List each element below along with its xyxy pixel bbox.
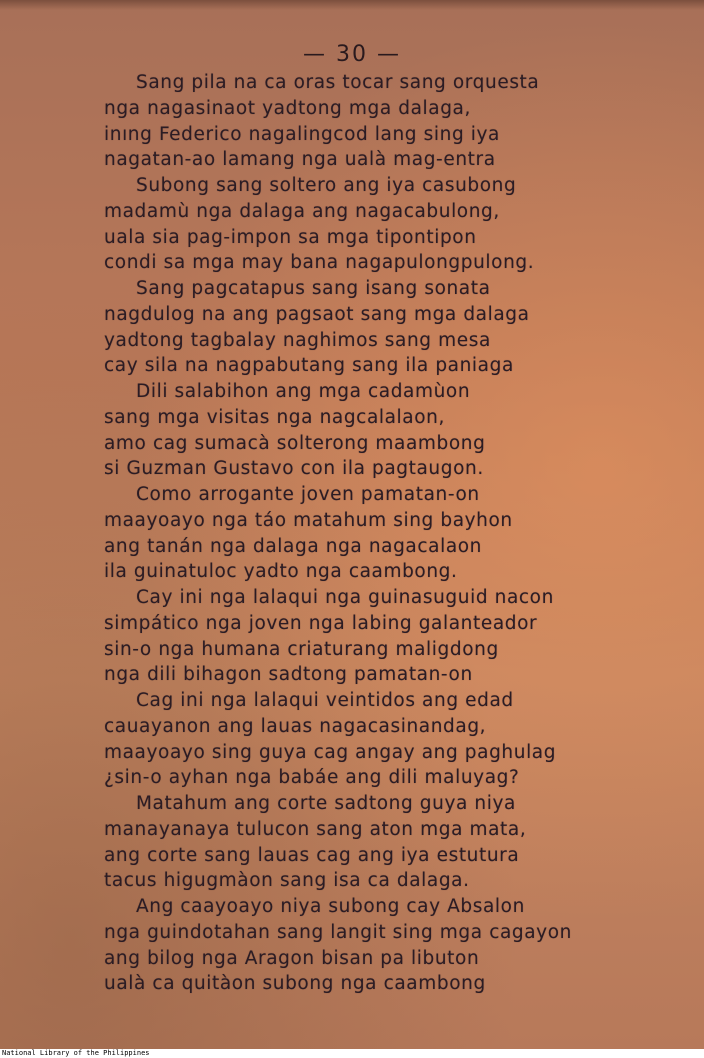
text-line: Como arrogante joven pamatan-on [136,484,480,505]
page-number: — 30 — [303,42,401,67]
text-line: condi sa mga may bana nagapulongpulong. [104,252,535,274]
text-line: nga dili bihagon sadtong pamatan-on [104,664,473,686]
text-line: maayoayo nga táo matahum sing bayhon [104,509,513,531]
page-edge-shadow [0,0,704,10]
text-line: Matahum ang corte sadtong guya niya [136,793,516,814]
text-line: Cay ini nga lalaqui nga guinasuguid nacon [136,587,554,608]
text-line: Dili salabihon ang mga cadamùon [136,381,471,402]
text-line: maayoayo sing guya cag angay ang paghulag [104,741,557,763]
text-line: cay sila na nagpabutang sang ila paniaga [104,355,514,377]
text-line: sin-o nga humana criaturang maligdong [104,638,499,660]
text-line: simpático nga joven nga labing galanteador [104,612,538,634]
text-line: ila guinatuloc yadto nga caambong. [104,561,458,583]
text-line: sang mga visitas nga nagcalalaon, [104,406,445,428]
text-line: madamù nga dalaga ang nagacabulong, [104,200,500,222]
text-line: ang bilog nga Aragon bisan pa libuton [104,947,480,969]
text-line: nagdulog na ang pagsaot sang mga dalaga [104,303,530,325]
text-line: amo cag sumacà solterong maambong [104,432,486,454]
text-line: Ang caayoayo niya subong cay Absalon [136,896,525,917]
text-line: uala sia pag-impon sa mga tipontipon [104,226,477,248]
text-line: nga nagasinaot yadtong mga dalaga, [104,97,471,119]
text-line: cauayanon ang lauas nagacasinandag, [104,715,487,737]
text-line: ¿sin-o ayhan nga babáe ang dili maluyag? [104,767,520,789]
text-line: nga guindotahan sang langit sing mga cagayon [104,921,572,943]
text-line: Sang pagcatapus sang isang sonata [136,278,491,299]
text-line: ang corte sang lauas cag ang iya estutura [104,844,520,866]
poem-text [104,70,664,997]
text-line: tacus higugmàon sang isa ca dalaga. [104,870,470,892]
text-line: Sang pila na ca oras tocar sang orquesta [136,72,540,93]
text-line: nagatan-ao lamang nga ualà mag-entra [104,149,496,171]
text-line: si Guzman Gustavo con ila pagtaugon. [104,458,484,480]
text-line: ualà ca quitàon subong nga caambong [104,973,486,995]
text-line: yadtong tagbalay naghimos sang mesa [104,329,491,351]
text-line: Subong sang soltero ang iya casubong [136,175,517,196]
text-line: manayanaya tulucon sang aton mga mata, [104,818,527,840]
library-credit: National Library of the Philippines [2,1049,150,1057]
text-line: ang tanán nga dalaga nga nagacalaon [104,535,483,557]
footer-strip [0,1049,704,1058]
text-line: Cag ini nga lalaqui veintidos ang edad [136,690,514,711]
text-line: inıng Federico nagalingcod lang sing iya [104,123,500,145]
